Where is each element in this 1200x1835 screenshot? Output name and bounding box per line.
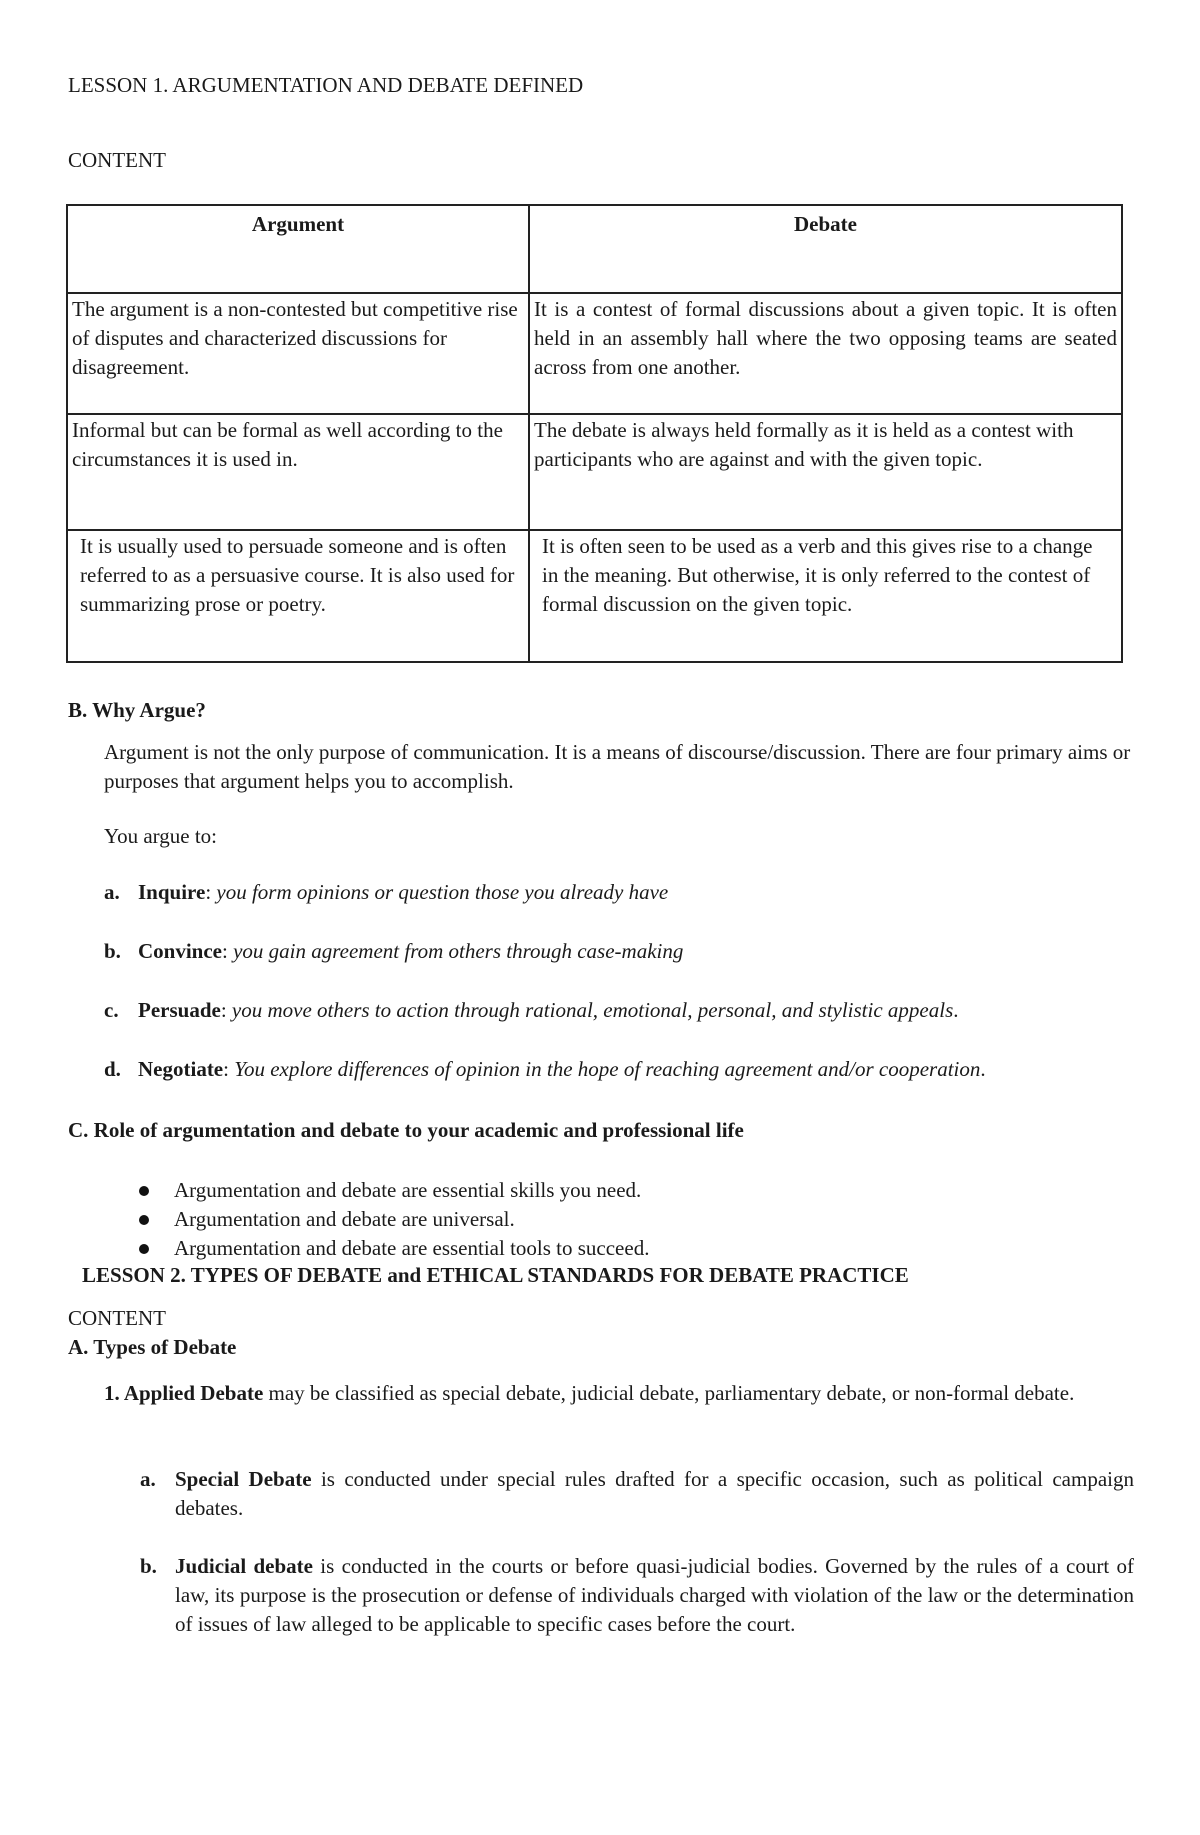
item-end: .	[980, 1057, 986, 1081]
bullet-text: Argumentation and debate are universal.	[174, 1207, 515, 1231]
table-row	[67, 414, 1122, 530]
types-heading: A. Types of Debate	[68, 1335, 237, 1359]
judicial-debate-term: Judicial debate	[175, 1554, 313, 1578]
table-cell: Informal but can be formal as well according to the circumstances it is used in.	[67, 414, 529, 530]
special-debate-text: is conducted under special rules drafted for a specific occasion, such as political campaign debates.	[175, 1467, 1134, 1520]
item-desc: you gain agreement from others through case-making	[233, 939, 684, 963]
list-item: b. Convince: you gain agreement from others through case-making	[104, 937, 683, 966]
table-cell: It is a contest of formal discussions about a given topic. It is often held in an assembly hall where the two opposing teams are seated across from one another.	[529, 293, 1122, 414]
list-item: d. Negotiate: You explore differences of opinion in the hope of reaching agreement and/or cooperation.	[104, 1055, 986, 1084]
judicial-debate-paragraph	[140, 1552, 1134, 1639]
comparison-table	[66, 204, 1123, 663]
item-label: a.	[104, 880, 120, 904]
list-item: c. Persuade: you move others to action through rational, emotional, personal, and stylistic appeals.	[104, 996, 959, 1025]
applied-debate-text: may be classified as special debate, judicial debate, parliamentary debate, or non-formal debate.	[263, 1381, 1075, 1405]
table-cell: The debate is always held formally as it is held as a contest with participants who are against and with the given topic.	[529, 414, 1122, 530]
bullet-icon	[139, 1244, 149, 1254]
table-cell: It is usually used to persuade someone and is often referred to as a persuasive course. It is also used for summarizing prose or poetry.	[67, 530, 529, 662]
table-cell: It is often seen to be used as a verb and this gives rise to a change in the meaning. But otherwise, it is only referred to the contest of formal discussion on the given topic.	[529, 530, 1122, 662]
item-label: c.	[104, 998, 119, 1022]
role-heading: C. Role of argumentation and debate to your academic and professional life	[68, 1118, 744, 1142]
list-item: a. Inquire: you form opinions or question those you already have	[104, 878, 668, 907]
bullet-icon	[139, 1186, 149, 1196]
list-item	[135, 1176, 649, 1205]
item-label: b.	[104, 939, 121, 963]
lesson1-content-label: CONTENT	[68, 148, 166, 172]
table-cell: The argument is a non-contested but competitive rise of disputes and characterized discussions for disagreement.	[67, 293, 529, 414]
lesson2-title: LESSON 2. TYPES OF DEBATE and ETHICAL STANDARDS FOR DEBATE PRACTICE	[82, 1263, 909, 1287]
table-header-row	[67, 205, 1122, 293]
bullet-text: Argumentation and debate are essential tools to succeed.	[174, 1236, 650, 1260]
list-item	[135, 1205, 649, 1234]
item-label: b.	[140, 1554, 157, 1578]
item-desc: You explore differences of opinion in the hope of reaching agreement and/or cooperation	[234, 1057, 981, 1081]
role-bullets	[135, 1176, 649, 1263]
table-header-argument: Argument	[67, 205, 529, 293]
item-term: Convince	[138, 939, 222, 963]
lesson1-title: LESSON 1. ARGUMENTATION AND DEBATE DEFINED	[68, 73, 584, 97]
why-argue-intro: Argument is not the only purpose of communication. It is a means of discourse/discussion. There are four primary aims or purposes that argument helps you to accomplish.	[104, 740, 1131, 793]
why-argue-heading: B. Why Argue?	[68, 698, 206, 722]
item-term: Inquire	[138, 880, 206, 904]
bullet-text: Argumentation and debate are essential skills you need.	[174, 1178, 642, 1202]
why-argue-lead: You argue to:	[104, 824, 217, 848]
table-row	[67, 530, 1122, 662]
list-item	[135, 1234, 649, 1263]
item-term: Negotiate	[138, 1057, 224, 1081]
special-debate-term: Special Debate	[175, 1467, 312, 1491]
applied-debate-term: 1. Applied Debate	[104, 1381, 264, 1405]
lesson2-content-label: CONTENT	[68, 1306, 166, 1330]
special-debate-paragraph	[140, 1465, 1134, 1523]
item-desc: you move others to action through rational, emotional, personal, and stylistic appeals	[231, 998, 954, 1022]
item-desc: you form opinions or question those you already have	[216, 880, 669, 904]
table-header-debate: Debate	[529, 205, 1122, 293]
item-label: d.	[104, 1057, 121, 1081]
item-term: Persuade	[138, 998, 221, 1022]
applied-debate-paragraph	[104, 1379, 1134, 1408]
table-row	[67, 293, 1122, 414]
judicial-debate-text: is conducted in the courts or before quasi-judicial bodies. Governed by the rules of a court of law, its purpose is the prosecution or defense of individuals charged with violation of the law or the determination of issues of law alleged to be applicable to specific cases before the court.	[175, 1554, 1134, 1636]
item-label: a.	[140, 1467, 156, 1491]
item-end: .	[953, 998, 959, 1022]
bullet-icon	[139, 1215, 149, 1225]
